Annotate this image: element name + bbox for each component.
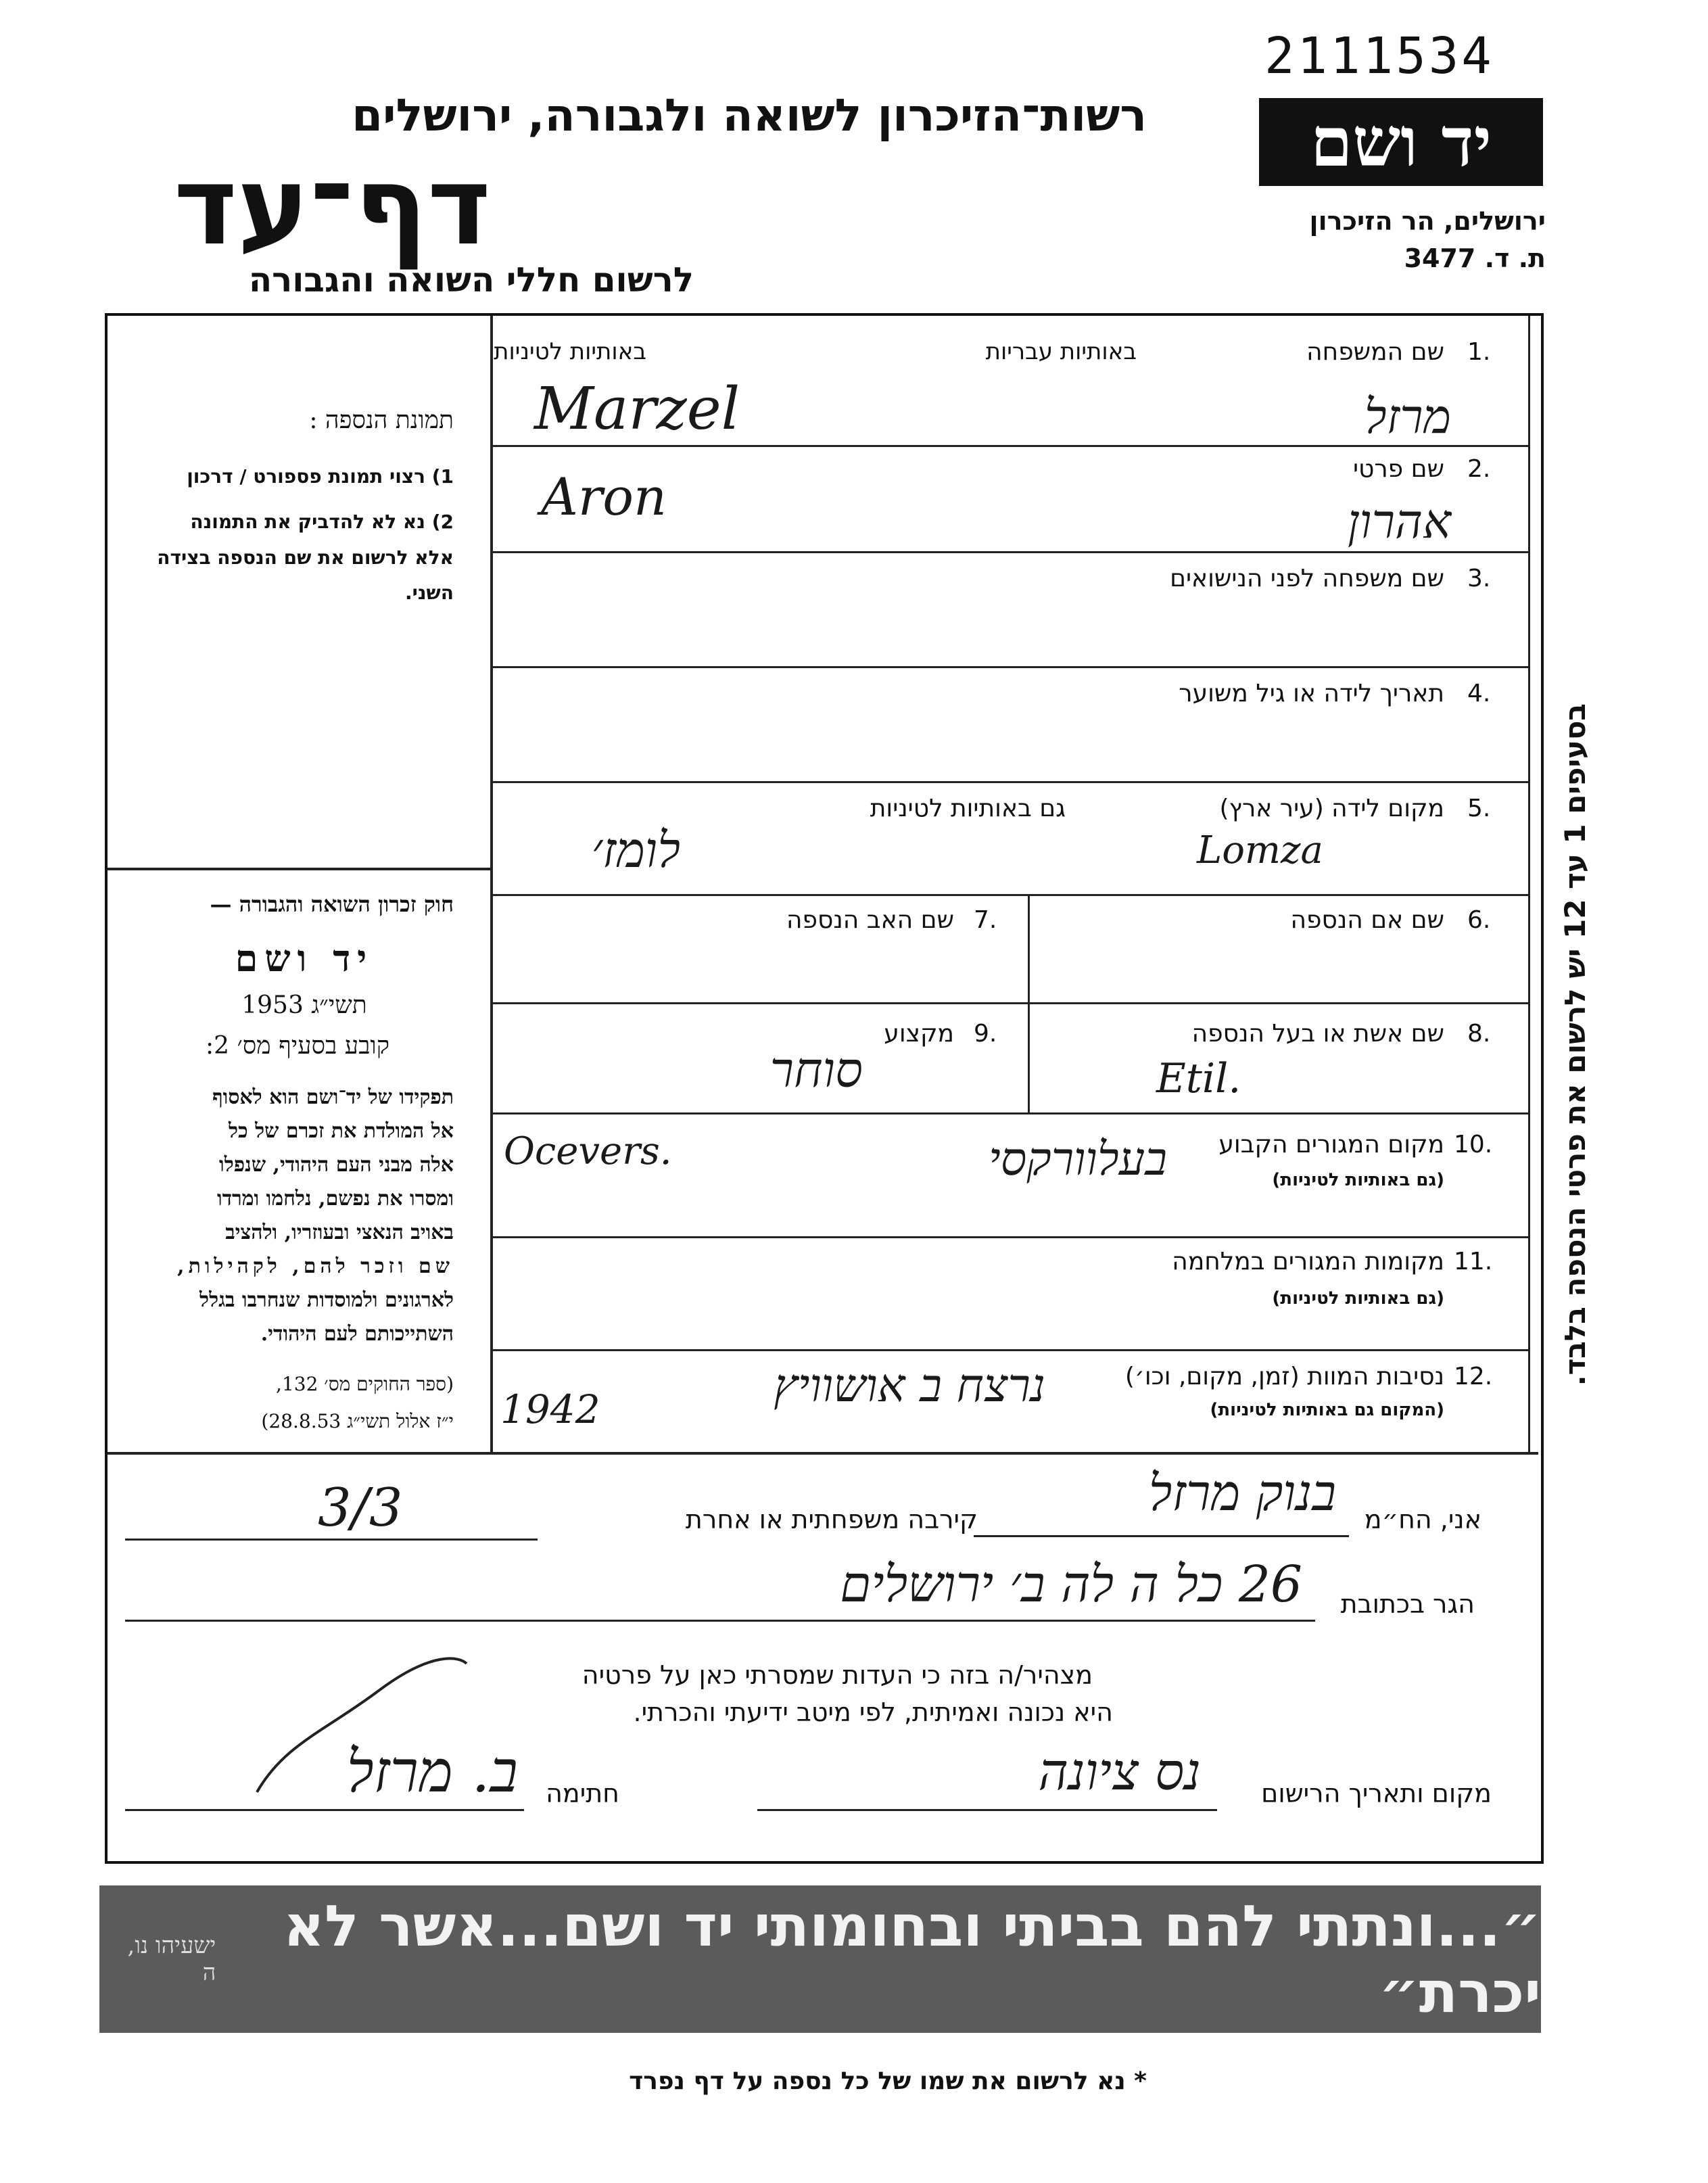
row-line-3 — [492, 666, 1528, 668]
law-body-3: אלה מבני העם היהודי, שנפלו — [219, 1153, 454, 1177]
field-12-value-year[interactable]: 1942 — [500, 1386, 600, 1432]
witness-i-value[interactable]: בנוק מרזל — [1148, 1464, 1336, 1522]
field-12-note: (המקום גם באותיות לטיניות) — [1210, 1400, 1444, 1420]
law-body-1: תפקידו של יד־ושם הוא לאסוף — [212, 1085, 454, 1109]
footer-star: * — [1134, 2067, 1147, 2095]
footer-note — [629, 2067, 1147, 2095]
right-inner-edge — [1528, 316, 1530, 1452]
field-10-label: מקום המגורים הקבוע — [1218, 1131, 1444, 1158]
place-date-value[interactable]: נס ציונה — [1038, 1741, 1201, 1802]
field-5-note: גם באותיות לטיניות — [870, 795, 1066, 822]
po-box: ת. ד. 3477 — [1404, 243, 1546, 273]
field-3-num: 3. — [1467, 565, 1491, 592]
row-line-4 — [492, 781, 1528, 783]
field-7-num: 7. — [974, 906, 997, 934]
row-divider-6-7 — [1028, 894, 1030, 1002]
field-5-num: 5. — [1467, 795, 1491, 822]
field-10-note: (גם באותיות לטיניות) — [1272, 1170, 1444, 1190]
field-12-num: 12. — [1454, 1363, 1493, 1390]
row-line-1 — [492, 445, 1528, 447]
field-1-value-hebrew[interactable]: מרזל — [1364, 389, 1451, 444]
field-2-num: 2. — [1467, 455, 1491, 483]
field-11-note: (גם באותיות לטיניות) — [1272, 1288, 1444, 1309]
declaration-line-1: מצהיר/ה בזה כי העדות שמסרתי כאן על פרטיה — [582, 1660, 1093, 1690]
law-body-5: באויב הנאצי ובעוזריו, ולהציב — [225, 1221, 454, 1244]
field-4-num: 4. — [1467, 680, 1491, 707]
law-heading: חוק זכרון השואה והגבורה — — [210, 891, 454, 917]
col-header-latin: באותיות לטיניות — [494, 338, 646, 365]
field-4-label: תאריך לידה או גיל משוער — [1179, 680, 1444, 707]
field-5-value-hebrew[interactable]: לומז׳ — [591, 822, 680, 878]
declaration-line-2: היא נכונה ואמיתית, לפי מיטב ידיעתי והכרתי. — [633, 1697, 1113, 1727]
field-2-label: שם פרטי — [1352, 455, 1444, 483]
field-12-value-hebrew[interactable]: נרצח ב אושוויץ — [774, 1359, 1045, 1413]
photo-box-item2-l1: 2) נא לא להדביק את התמונה — [190, 511, 454, 533]
field-8-label: שם אשת או בעל הנספה — [1191, 1020, 1444, 1048]
banner-quote: ״...ונתתי להם בביתי ובחומותי יד ושם...אשר לא יכרת״ — [283, 1893, 1541, 2025]
row-line-8 — [492, 1236, 1528, 1238]
footer-note-text: נא לרשום את שמו של כל נספה על דף נפרד — [629, 2067, 1126, 2095]
document-number: 2111534 — [1264, 27, 1494, 85]
law-clause: קובע בסעיף מס׳ 2: — [206, 1032, 389, 1060]
field-9-num: 9. — [974, 1020, 997, 1048]
signature-label: חתימה — [546, 1779, 619, 1808]
org-line: רשות־הזיכרון לשואה ולגבורה, ירושלים — [352, 89, 1147, 141]
field-1-value-latin[interactable]: Marzel — [534, 375, 740, 443]
address-line: ירושלים, הר הזיכרון — [1309, 206, 1546, 236]
place-date-underline — [757, 1809, 1217, 1811]
row-line-6 — [492, 1002, 1528, 1004]
field-10-value-hebrew[interactable]: בעלוורקסי — [988, 1133, 1167, 1186]
row-line-2 — [492, 551, 1528, 553]
field-3-label: שם משפחה לפני הנישואים — [1170, 565, 1444, 592]
left-column-separator — [108, 868, 490, 870]
page-subtitle: לרשום חללי השואה והגבורה — [248, 260, 694, 300]
field-9-label: מקצוע — [884, 1020, 954, 1048]
field-9-value[interactable]: סוחר — [769, 1041, 863, 1098]
row-divider-8-9 — [1028, 1002, 1030, 1112]
field-11-label: מקומות המגורים במלחמה — [1172, 1248, 1444, 1275]
row-line-9 — [492, 1349, 1528, 1351]
banner-source: ישעיהו נו, ה — [127, 1932, 216, 1986]
declaration-separator — [108, 1452, 1538, 1455]
field-10-num: 10. — [1454, 1131, 1493, 1158]
photo-box-item2-l3: השני. — [404, 582, 454, 604]
field-2-value-hebrew[interactable]: אהרון — [1347, 494, 1451, 549]
field-10-value-latin[interactable]: Ocevers. — [504, 1129, 672, 1173]
field-6-num: 6. — [1467, 906, 1491, 934]
field-12-label: נסיבות המוות (זמן, מקום, וכו׳) — [1124, 1363, 1444, 1390]
law-year: תשי״ג 1953 — [241, 991, 367, 1019]
logo-text: יד ושם — [1310, 102, 1492, 182]
field-1-label: שם המשפחה — [1306, 338, 1444, 366]
field-5-label: מקום לידה (עיר ארץ) — [1219, 795, 1444, 822]
witness-relation-label: קירבה משפחתית או אחרת — [685, 1505, 978, 1534]
side-note: בסעיפים 1 עד 12 יש לרשום את פרטי הנספה בלבד. — [1559, 703, 1592, 1386]
field-2-value-latin[interactable]: Aron — [541, 467, 667, 527]
field-6-label: שם אם הנספה — [1290, 906, 1444, 934]
law-ref-1: (ספר החוקים מס׳ 132, — [276, 1373, 454, 1395]
law-body-6: שם וזכר להם, לקהילות, — [177, 1254, 454, 1278]
col-header-hebrew: באותיות עבריות — [985, 338, 1137, 365]
yad-vashem-logo — [1259, 98, 1543, 186]
field-8-value[interactable]: Etil. — [1156, 1055, 1241, 1102]
photo-box-title: תמונת הנספה : — [309, 406, 454, 434]
witness-relation-underline — [125, 1539, 538, 1541]
place-date-label: מקום ותאריך הרישום — [1261, 1779, 1492, 1808]
field-7-label: שם האב הנספה — [786, 906, 954, 934]
field-8-num: 8. — [1467, 1020, 1491, 1048]
photo-box-item2-l2: אלא לרשום את שם הנספה בצידה — [157, 546, 454, 569]
law-body-7: לארגונים ולמוסדות שנחרבו בגלל — [199, 1288, 454, 1312]
witness-relation-value[interactable]: 3/3 — [318, 1478, 403, 1539]
law-ref-2: י״ז אלול תשי״ג 28.8.53) — [261, 1410, 454, 1432]
field-11-num: 11. — [1454, 1248, 1493, 1275]
signature-flourish — [243, 1650, 473, 1806]
page-title: דף־עד — [173, 143, 491, 269]
field-5-value-latin[interactable]: Lomza — [1197, 828, 1323, 872]
quote-banner — [99, 1885, 1541, 2033]
signature-underline — [125, 1809, 524, 1811]
photo-box-item1: 1) רצוי תמונת פספורט / דרכון — [187, 465, 454, 488]
row-line-7 — [492, 1112, 1528, 1114]
field-1-num: 1. — [1467, 338, 1491, 366]
witness-address-underline — [125, 1620, 1315, 1622]
witness-address-label: הגר בכתובת — [1340, 1589, 1475, 1619]
signature-value[interactable]: ב. מרזל — [346, 1738, 518, 1806]
column-divider — [490, 316, 493, 1452]
law-body-8: השתייכותם לעם היהודי. — [260, 1322, 454, 1346]
law-body-4: ומסרו את נפשם, נלחמו ומרדו — [216, 1187, 454, 1211]
witness-i-underline — [974, 1535, 1349, 1537]
witness-i-label: אני, הח״מ — [1364, 1505, 1481, 1534]
row-line-5 — [492, 894, 1528, 896]
law-body-2: אל המולדת את זכרם של כל — [228, 1119, 454, 1143]
witness-address-value[interactable]: 26 כל ה לה ב׳ ירושלים — [840, 1555, 1302, 1614]
law-name: יד ושם — [235, 937, 374, 980]
